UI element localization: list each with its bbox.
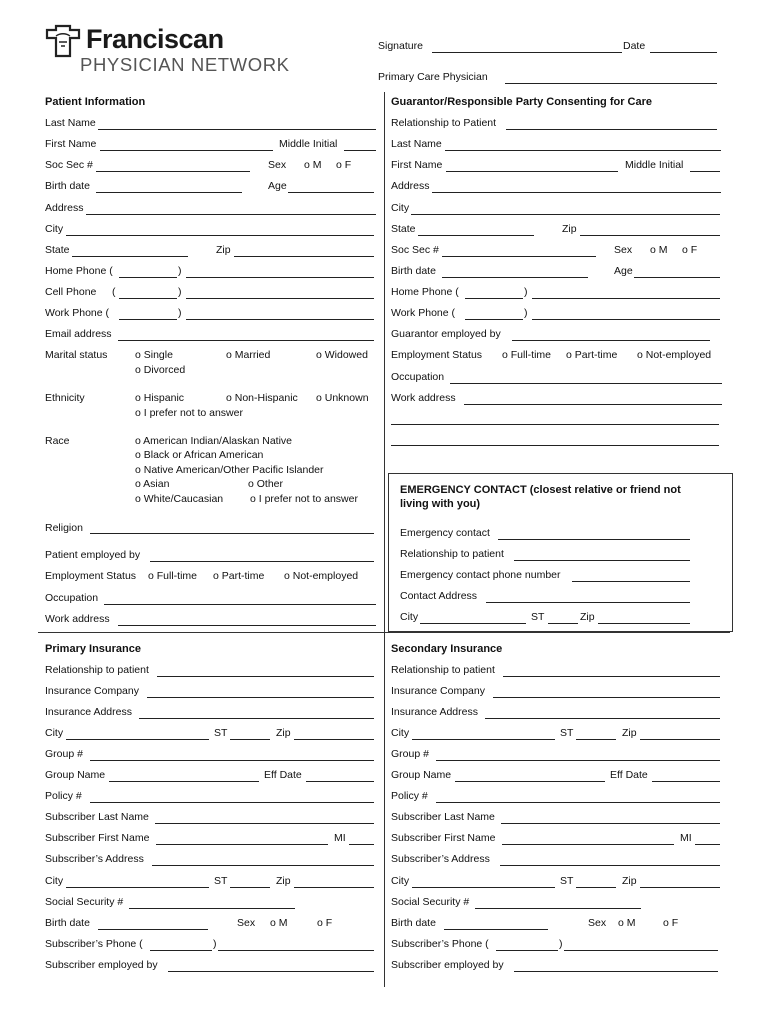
patient-home-phone-label: Home Phone ( [45, 265, 113, 277]
sec-mi-line[interactable] [695, 844, 720, 845]
pcp-label: Primary Care Physician [378, 71, 488, 83]
emergency-contact-label: Emergency contact [400, 527, 490, 539]
pri-sub-last-label: Subscriber Last Name [45, 811, 149, 823]
pri-relationship-label: Relationship to patient [45, 664, 149, 676]
pri-group-name-label: Group Name [45, 769, 106, 781]
sec-sub-employed-label: Subscriber employed by [391, 959, 504, 971]
guarantor-work-address-label: Work address [391, 392, 456, 404]
patient-last-name-line[interactable] [98, 129, 376, 130]
patient-work-phone-line[interactable] [186, 319, 374, 320]
patient-mi-line[interactable] [344, 150, 376, 151]
guarantor-employment-status-label: Employment Status [391, 349, 483, 361]
sec-ssn-label: Social Security # [391, 896, 470, 908]
guarantor-employed-by-line[interactable] [512, 340, 710, 341]
sec-company-label: Insurance Company [391, 685, 485, 697]
guarantor-work-address-line-3[interactable] [391, 445, 719, 446]
emergency-contact-title: EMERGENCY CONTACT (closest relative or friend not living with you) [400, 484, 681, 510]
sec-sub-address-label: Subscriber’s Address [391, 853, 490, 865]
guarantor-address-line[interactable] [432, 192, 721, 193]
patient-cell-phone-line[interactable] [186, 298, 374, 299]
patient-email-line[interactable] [118, 340, 374, 341]
race-label: Race [45, 435, 70, 447]
guarantor-last-name-label: Last Name [391, 138, 442, 150]
marital-widowed-option[interactable]: o Widowed [316, 349, 368, 361]
guarantor-zip-line[interactable] [580, 235, 720, 236]
patient-age-line[interactable] [288, 192, 374, 193]
patient-address-label: Address [45, 202, 84, 214]
guarantor-sex-label: Sex [614, 244, 633, 256]
pri-city-label: City [45, 727, 64, 739]
guarantor-first-name-label: First Name [391, 159, 443, 171]
pri-sub-phone-area-line[interactable] [150, 950, 212, 951]
emergency-address-label: Contact Address [400, 590, 478, 602]
patient-zip-label: Zip [216, 244, 231, 256]
patient-zip-line[interactable] [234, 256, 374, 257]
sec-st-label: ST [560, 727, 574, 739]
date-label: Date [623, 40, 646, 52]
sec-sex-m-option[interactable]: o M [618, 917, 636, 929]
religion-label: Religion [45, 522, 83, 534]
sec-sub-address-line[interactable] [500, 865, 720, 866]
patient-email-label: Email address [45, 328, 112, 340]
sec-eff-date-line[interactable] [652, 781, 720, 782]
pri-sub-last-line[interactable] [155, 823, 374, 824]
pri-sex-label: Sex [237, 917, 256, 929]
date-line[interactable] [650, 52, 717, 53]
patient-occupation-label: Occupation [45, 592, 99, 604]
guarantor-relationship-line[interactable] [506, 129, 717, 130]
patient-home-phone-line[interactable] [186, 277, 374, 278]
race-white-option[interactable]: o White/Caucasian [135, 493, 224, 505]
sec-sub-last-label: Subscriber Last Name [391, 811, 495, 823]
pri-zip-label: Zip [276, 727, 291, 739]
pri-sub-employed-line[interactable] [168, 971, 374, 972]
patient-first-name-line[interactable] [100, 150, 273, 151]
patient-birth-date-line[interactable] [96, 192, 242, 193]
sec-sub-phone-line[interactable] [564, 950, 718, 951]
guarantor-work-address-line[interactable] [464, 404, 722, 405]
sec-sub-first-label: Subscriber First Name [391, 832, 496, 844]
sec-sub-phone-paren: ) [559, 938, 563, 950]
guarantor-work-paren: ) [524, 307, 528, 319]
guarantor-last-name-line[interactable] [445, 150, 721, 151]
guarantor-relationship-label: Relationship to Patient [391, 117, 497, 129]
patient-sex-m-option[interactable]: o M [304, 159, 322, 171]
pri-sex-f-option[interactable]: o F [317, 917, 333, 929]
patient-mi-label: Middle Initial [279, 138, 338, 150]
emergency-phone-line[interactable] [572, 581, 690, 582]
guarantor-emp-part-time-option[interactable]: o Part-time [566, 349, 618, 361]
sec-group-no-label: Group # [391, 748, 429, 760]
marital-divorced-option[interactable]: o Divorced [135, 364, 186, 376]
pri-sub-address-line[interactable] [152, 865, 374, 866]
pri-group-name-line[interactable] [109, 781, 259, 782]
patient-employment-status-label: Employment Status [45, 570, 137, 582]
guarantor-birth-date-label: Birth date [391, 265, 436, 277]
sec-policy-line[interactable] [436, 802, 720, 803]
patient-sex-label: Sex [268, 159, 287, 171]
guarantor-work-address-line-2[interactable] [391, 424, 719, 425]
guarantor-city-line[interactable] [411, 214, 720, 215]
patient-sex-f-option[interactable]: o F [336, 159, 352, 171]
race-asian-option[interactable]: o Asian [135, 478, 170, 490]
guarantor-emp-full-time-option[interactable]: o Full-time [502, 349, 552, 361]
guarantor-sex-f-option[interactable]: o F [682, 244, 698, 256]
guarantor-home-phone-label: Home Phone ( [391, 286, 459, 298]
pri-zip-line[interactable] [294, 739, 374, 740]
patient-home-paren: ) [178, 265, 182, 277]
patient-city-line[interactable] [66, 235, 374, 236]
pri-ssn-label: Social Security # [45, 896, 124, 908]
pri-sub-address-label: Subscriber’s Address [45, 853, 144, 865]
patient-age-label: Age [268, 180, 287, 192]
guarantor-employed-by-label: Guarantor employed by [391, 328, 501, 340]
sec-sub-zip-label: Zip [622, 875, 637, 887]
pri-sub-city-label: City [45, 875, 64, 887]
pri-sub-st-line[interactable] [230, 887, 270, 888]
sec-zip-label: Zip [622, 727, 637, 739]
race-prefer-not-option[interactable]: o I prefer not to answer [250, 493, 358, 505]
guarantor-emp-not-employed-option[interactable]: o Not-employed [637, 349, 712, 361]
franciscan-cross-logo-icon [44, 24, 82, 58]
sec-birth-date-label: Birth date [391, 917, 436, 929]
patient-birth-date-label: Birth date [45, 180, 90, 192]
guarantor-age-label: Age [614, 265, 633, 277]
guarantor-state-line[interactable] [418, 235, 534, 236]
lower-column-divider [384, 632, 385, 987]
pri-sub-phone-label: Subscriber’s Phone ( [45, 938, 143, 950]
sec-policy-label: Policy # [391, 790, 428, 802]
sec-sub-employed-line[interactable] [514, 971, 718, 972]
pri-group-no-line[interactable] [90, 760, 374, 761]
pri-eff-date-label: Eff Date [264, 769, 302, 781]
sec-sub-st-line[interactable] [576, 887, 616, 888]
patient-employed-by-label: Patient employed by [45, 549, 141, 561]
emergency-zip-label: Zip [580, 611, 595, 623]
marital-status-label: Marital status [45, 349, 108, 361]
pri-sub-st-label: ST [214, 875, 228, 887]
pri-sub-city-line[interactable] [66, 887, 209, 888]
pri-relationship-line[interactable] [157, 676, 374, 677]
ethnicity-label: Ethnicity [45, 392, 85, 404]
pri-birth-date-line[interactable] [98, 929, 208, 930]
sec-relationship-label: Relationship to patient [391, 664, 495, 676]
pri-sex-m-option[interactable]: o M [270, 917, 288, 929]
patient-work-phone-label: Work Phone ( [45, 307, 109, 319]
pcp-line[interactable] [505, 83, 717, 84]
guarantor-ssn-line[interactable] [442, 256, 596, 257]
pri-policy-label: Policy # [45, 790, 82, 802]
pri-eff-date-line[interactable] [306, 781, 374, 782]
patient-state-line[interactable] [72, 256, 188, 257]
patient-work-address-label: Work address [45, 613, 110, 625]
patient-emp-full-time-option[interactable]: o Full-time [148, 570, 198, 582]
guarantor-home-area-line[interactable] [465, 298, 523, 299]
sec-sub-city-label: City [391, 875, 410, 887]
patient-cell-phone-label: Cell Phone [45, 286, 97, 298]
pri-company-line[interactable] [147, 697, 374, 698]
sec-city-line[interactable] [412, 739, 555, 740]
guarantor-address-label: Address [391, 180, 430, 192]
race-other-option[interactable]: o Other [248, 478, 284, 490]
primary-insurance-heading: Primary Insurance [45, 643, 141, 655]
sec-sub-first-line[interactable] [502, 844, 674, 845]
emergency-address-line[interactable] [486, 602, 690, 603]
emergency-city-label: City [400, 611, 419, 623]
patient-cell-paren: ) [178, 286, 182, 298]
race-american-indian-option[interactable]: o American Indian/Alaskan Native [135, 435, 293, 447]
sec-sex-label: Sex [588, 917, 607, 929]
sec-sub-phone-label: Subscriber’s Phone ( [391, 938, 489, 950]
pri-mi-line[interactable] [349, 844, 374, 845]
patient-employed-by-line[interactable] [150, 561, 374, 562]
marital-single-option[interactable]: o Single [135, 349, 173, 361]
sec-sub-zip-line[interactable] [640, 887, 720, 888]
guarantor-zip-label: Zip [562, 223, 577, 235]
sec-birth-date-line[interactable] [444, 929, 548, 930]
sec-ssn-line[interactable] [475, 908, 641, 909]
emergency-relationship-line[interactable] [514, 560, 690, 561]
patient-work-address-line[interactable] [118, 625, 376, 626]
patient-home-area-line[interactable] [119, 277, 177, 278]
guarantor-city-label: City [391, 202, 410, 214]
ethnicity-non-hispanic-option[interactable]: o Non-Hispanic [226, 392, 298, 404]
guarantor-first-name-line[interactable] [446, 171, 618, 172]
patient-cell-area-line[interactable] [119, 298, 177, 299]
pri-sub-zip-line[interactable] [294, 887, 374, 888]
pri-address-line[interactable] [139, 718, 374, 719]
emergency-city-line[interactable] [420, 623, 526, 624]
pri-sub-first-label: Subscriber First Name [45, 832, 150, 844]
patient-address-line[interactable] [86, 214, 376, 215]
sec-sub-last-line[interactable] [501, 823, 720, 824]
sec-eff-date-label: Eff Date [610, 769, 648, 781]
upper-column-divider [384, 92, 385, 633]
pri-sub-phone-line[interactable] [218, 950, 374, 951]
pri-birth-date-label: Birth date [45, 917, 90, 929]
ethnicity-unknown-option[interactable]: o Unknown [316, 392, 369, 404]
guarantor-age-line[interactable] [634, 277, 720, 278]
pri-st-line[interactable] [230, 739, 270, 740]
guarantor-heading: Guarantor/Responsible Party Consenting for Care [391, 96, 652, 108]
emergency-st-line[interactable] [548, 623, 578, 624]
patient-cell-paren-open: ( [112, 286, 116, 298]
guarantor-home-paren: ) [524, 286, 528, 298]
patient-ssn-label: Soc Sec # [45, 159, 93, 171]
sec-mi-label: MI [680, 832, 692, 844]
guarantor-sex-m-option[interactable]: o M [650, 244, 668, 256]
sec-address-label: Insurance Address [391, 706, 478, 718]
sec-relationship-line[interactable] [503, 676, 720, 677]
emergency-relationship-label: Relationship to patient [400, 548, 504, 560]
patient-emp-not-employed-option[interactable]: o Not-employed [284, 570, 359, 582]
patient-work-area-line[interactable] [119, 319, 177, 320]
logo-name: Franciscan [86, 24, 224, 54]
sec-sub-phone-area-line[interactable] [496, 950, 558, 951]
patient-occupation-line[interactable] [104, 604, 376, 605]
guarantor-occupation-line[interactable] [450, 383, 722, 384]
emergency-zip-line[interactable] [598, 623, 690, 624]
secondary-insurance-heading: Secondary Insurance [391, 643, 503, 655]
sec-sex-f-option[interactable]: o F [663, 917, 679, 929]
emergency-contact-line[interactable] [498, 539, 690, 540]
guarantor-state-label: State [391, 223, 416, 235]
sec-address-line[interactable] [485, 718, 720, 719]
ethnicity-hispanic-option[interactable]: o Hispanic [135, 392, 185, 404]
pri-policy-line[interactable] [90, 802, 374, 803]
signature-label: Signature [378, 40, 423, 52]
sec-group-name-label: Group Name [391, 769, 452, 781]
pri-address-label: Insurance Address [45, 706, 132, 718]
patient-last-name-label: Last Name [45, 117, 96, 129]
sec-group-name-line[interactable] [455, 781, 605, 782]
pri-sub-first-line[interactable] [156, 844, 328, 845]
pri-mi-label: MI [334, 832, 346, 844]
race-pacific-islander-option[interactable]: o Native American/Other Pacific Islander [135, 464, 324, 476]
sec-sub-st-label: ST [560, 875, 574, 887]
guarantor-occupation-label: Occupation [391, 371, 445, 383]
pri-group-no-label: Group # [45, 748, 83, 760]
emergency-phone-label: Emergency contact phone number [400, 569, 561, 581]
guarantor-home-phone-line[interactable] [532, 298, 720, 299]
pri-city-line[interactable] [66, 739, 209, 740]
emergency-st-label: ST [531, 611, 545, 623]
pri-sub-zip-label: Zip [276, 875, 291, 887]
sec-city-label: City [391, 727, 410, 739]
religion-line[interactable] [90, 533, 374, 534]
patient-ssn-line[interactable] [96, 171, 250, 172]
patient-info-heading: Patient Information [45, 96, 146, 108]
pri-company-label: Insurance Company [45, 685, 139, 697]
marital-married-option[interactable]: o Married [226, 349, 271, 361]
sec-sub-city-line[interactable] [412, 887, 555, 888]
guarantor-mi-label: Middle Initial [625, 159, 684, 171]
sec-group-no-line[interactable] [436, 760, 720, 761]
sec-st-line[interactable] [576, 739, 616, 740]
guarantor-ssn-label: Soc Sec # [391, 244, 439, 256]
guarantor-mi-line[interactable] [690, 171, 720, 172]
race-black-option[interactable]: o Black or African American [135, 449, 264, 461]
patient-state-label: State [45, 244, 70, 256]
ethnicity-prefer-not-option[interactable]: o I prefer not to answer [135, 407, 243, 419]
guarantor-work-area-line[interactable] [465, 319, 523, 320]
pri-sub-phone-paren: ) [213, 938, 217, 950]
patient-first-name-label: First Name [45, 138, 97, 150]
patient-work-paren: ) [178, 307, 182, 319]
guarantor-birth-date-line[interactable] [442, 277, 588, 278]
guarantor-work-phone-line[interactable] [532, 319, 720, 320]
sec-zip-line[interactable] [640, 739, 720, 740]
signature-line[interactable] [432, 52, 622, 53]
logo-subtitle: PHYSICIAN NETWORK [80, 54, 290, 75]
pri-sub-employed-label: Subscriber employed by [45, 959, 158, 971]
patient-city-label: City [45, 223, 64, 235]
pri-ssn-line[interactable] [129, 908, 295, 909]
patient-emp-part-time-option[interactable]: o Part-time [213, 570, 265, 582]
guarantor-work-phone-label: Work Phone ( [391, 307, 455, 319]
pri-st-label: ST [214, 727, 228, 739]
sec-company-line[interactable] [493, 697, 720, 698]
